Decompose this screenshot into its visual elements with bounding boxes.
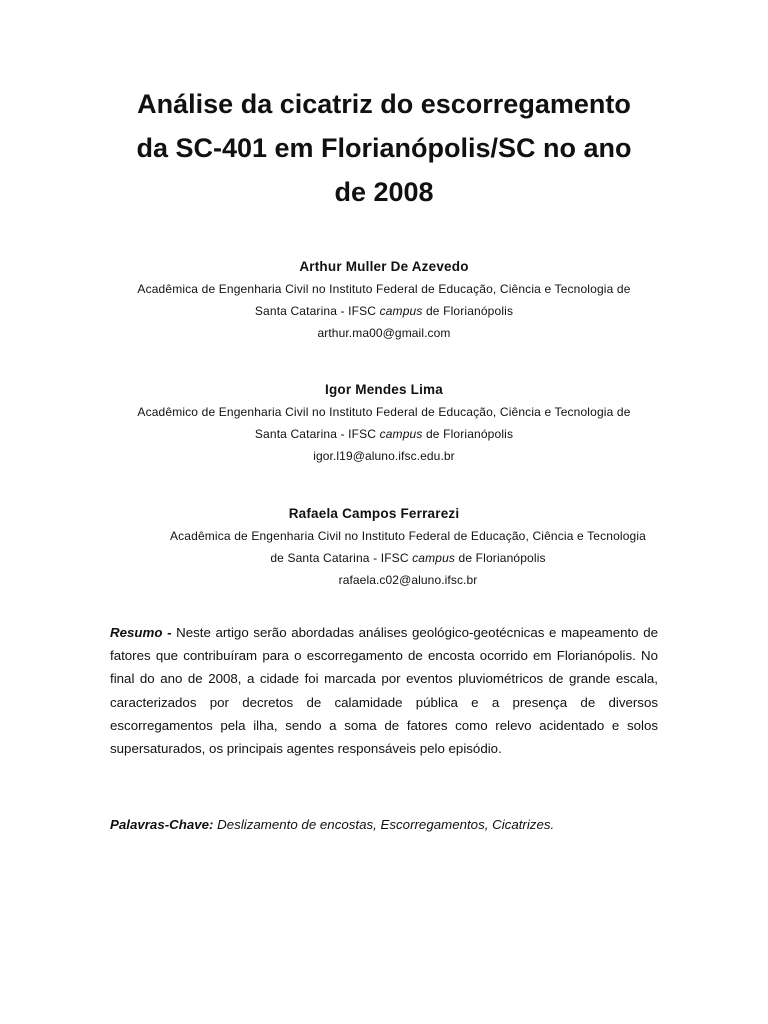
keywords-label: Palavras-Chave: (110, 817, 214, 832)
keywords-value: Deslizamento de encostas, Escorregamentos, Cicatrizes. (213, 817, 555, 832)
title-line-2: da SC-401 em Florianópolis/SC no ano (136, 133, 632, 163)
title-line-3: de 2008 (334, 177, 434, 207)
abstract-text: Neste artigo serão abordadas análises geológico-geotécnicas e mapeamento de fatores que contribuíram para o escorregamento de encosta ocorrido em Florianópolis. No final do ano de 2008, a cidade foi marcada por eventos pluviométricos de grande escala, caracterizados por decretos de calamidade pública e a presença de diversos escorregamentos pela ilha, sendo a soma de fatores como relevo acidentado e solos supersaturados, os principais agentes responsáveis pelo episódio. (110, 625, 658, 757)
author-affiliation-line-1: Acadêmico de Engenharia Civil no Instituto Federal de Educação, Ciência e Tecnologia de (137, 405, 631, 419)
author-affiliation-line-2: Santa Catarina - IFSC campus de Florianópolis (254, 427, 514, 441)
author-affiliation-line-2: de Santa Catarina - IFSC campus de Florianópolis (270, 551, 546, 565)
author-affiliation-line-2: Santa Catarina - IFSC campus de Florianópolis (254, 304, 514, 318)
title-line-1: Análise da cicatriz do escorregamento (137, 89, 631, 119)
author-name: Arthur Muller De Azevedo (299, 259, 469, 274)
author-name: Rafaela Campos Ferrarezi (288, 506, 460, 521)
author-affiliation-line-1: Acadêmica de Engenharia Civil no Instituto Federal de Educação, Ciência e Tecnologia de (137, 282, 631, 296)
abstract-label: Resumo - (110, 625, 172, 640)
author-block-1 (110, 256, 658, 344)
author-email: rafaela.c02@aluno.ifsc.br (338, 573, 478, 587)
author-block-3 (140, 503, 676, 591)
paper-title (100, 82, 668, 214)
author-affiliation-line-1: Acadêmica de Engenharia Civil no Instituto Federal de Educação, Ciência e Tecnologia (170, 529, 646, 543)
author-email: arthur.ma00@gmail.com (317, 326, 451, 340)
abstract (110, 621, 658, 760)
author-name: Igor Mendes Lima (325, 382, 443, 397)
keywords (110, 815, 670, 835)
author-email: igor.l19@aluno.ifsc.edu.br (313, 449, 455, 463)
author-block-2 (110, 379, 658, 467)
